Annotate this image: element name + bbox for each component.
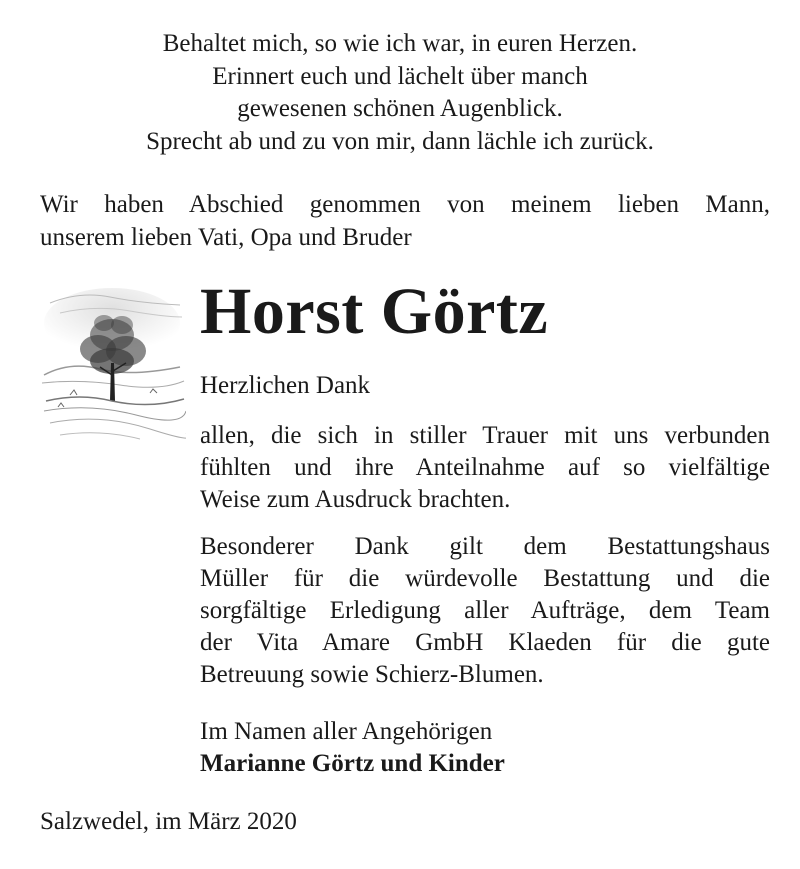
thanks-paragraph-2 xyxy=(200,531,770,691)
intro-line: Wir haben Abschied genommen von meinem lieben Mann, xyxy=(40,191,770,218)
paragraph-line: der Vita Amare GmbH Klaeden für die gute xyxy=(200,629,770,656)
thanks-paragraph-1 xyxy=(200,420,770,516)
paragraph-line: Besonderer Dank gilt dem Bestattungshaus xyxy=(200,533,770,560)
memorial-poem xyxy=(0,28,800,158)
paragraph-line: sorgfältige Erledigung aller Aufträge, dem Team xyxy=(200,597,770,624)
signature-names: Marianne Görtz und Kinder xyxy=(200,750,505,777)
intro-line: unserem lieben Vati, Opa und Bruder xyxy=(40,224,412,251)
poem-line: gewesenen schönen Augenblick. xyxy=(237,95,563,122)
paragraph-line: fühlten und ihre Anteilnahme auf so vielfältige xyxy=(200,454,770,481)
paragraph-line: Müller für die würdevolle Bestattung und die xyxy=(200,565,770,592)
paragraph-line: allen, die sich in stiller Trauer mit uns verbunden xyxy=(200,422,770,449)
poem-line: Erinnert euch und lächelt über manch xyxy=(212,62,588,90)
tree-landscape-icon xyxy=(40,283,186,445)
poem-line: Behaltet mich, so wie ich war, in euren Herzen. xyxy=(162,30,638,57)
paragraph-line: Betreuung sowie Schierz-Blumen. xyxy=(200,661,544,688)
thanks-heading: Herzlichen Dank xyxy=(200,372,371,399)
farewell-intro xyxy=(40,188,770,254)
deceased-name: Horst Görtz xyxy=(200,275,549,348)
signature-intro: Im Namen aller Angehörigen xyxy=(200,718,493,745)
paragraph-line: Weise zum Ausdruck brachten. xyxy=(200,486,511,513)
place-and-date: Salzwedel, im März 2020 xyxy=(40,808,297,835)
poem-line: Sprecht ab und zu von mir, dann lächle ich zurück. xyxy=(146,127,654,155)
signature-block xyxy=(200,716,770,780)
